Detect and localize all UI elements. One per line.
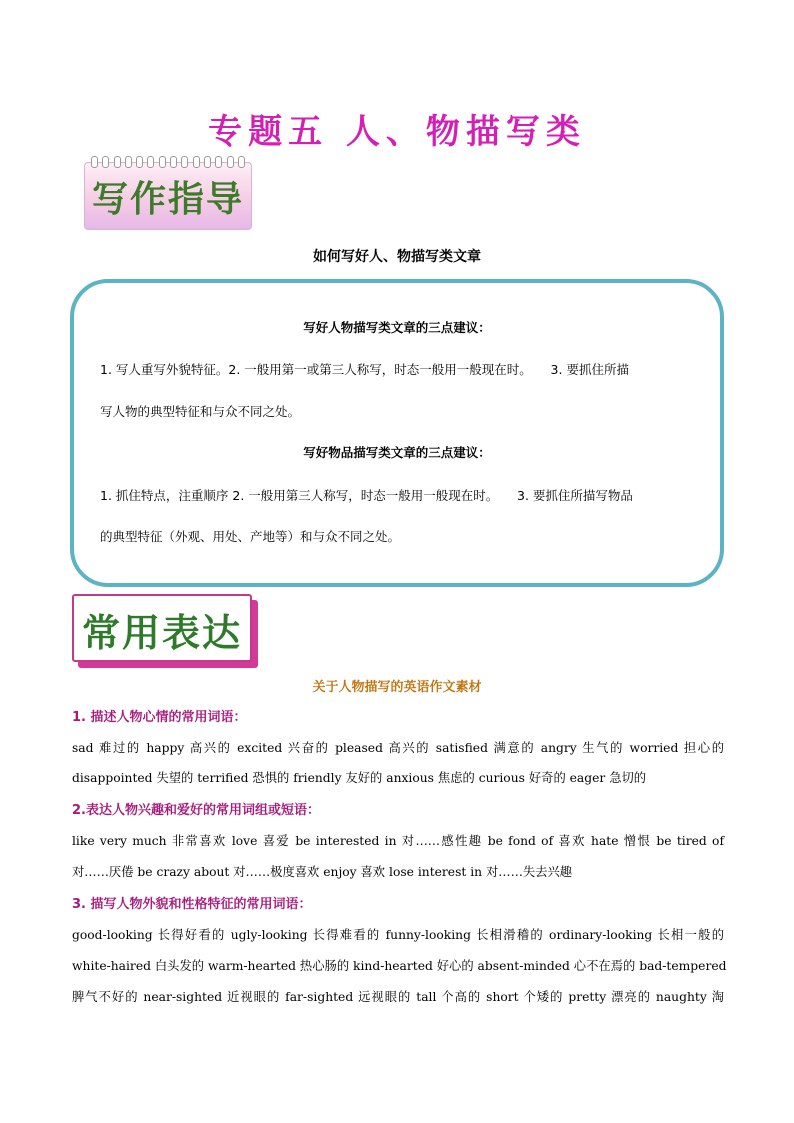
- object-advice-heading: 写好物品描写类文章的三点建议：: [303, 445, 491, 460]
- object-advice-line: 1. 抓住特点，注重顺序 2. 一般用第三人称写，时态一般用一般现在时。 3. 要抓住所描写物品: [100, 488, 633, 503]
- section-heading: 3. 描写人物外貌和性格特征的常用词语：: [72, 897, 312, 912]
- page-title: 专题五 人、物描写类: [208, 112, 586, 152]
- section-heading: 2.表达人物兴趣和爱好的常用词组或短语：: [72, 803, 320, 818]
- how-to-heading: 如何写好人、物描写类文章: [313, 249, 481, 265]
- section-heading: 1. 描述人物心情的常用词语：: [72, 710, 247, 725]
- person-advice-line: 写人物的典型特征和与众不同之处。: [100, 404, 301, 419]
- vocab-line: 对……厌倦 be crazy about 对……极度喜欢 enjoy 喜欢 lose interest in 对……失去兴趣: [72, 865, 573, 879]
- vocab-line: good-looking 长得好看的 ugly-looking 长得难看的 funny-looking 长相滑稽的 ordinary-looking 长相一般的: [72, 928, 724, 942]
- writing-guide-banner-text: 写作指导: [91, 178, 244, 220]
- materials-heading: 关于人物描写的英语作文素材: [312, 680, 482, 695]
- vocab-line: like very much 非常喜欢 love 喜爱 be interested in 对……感性趣 be fond of 喜欢 hate 憎恨 be tired of: [72, 834, 724, 848]
- writing-guide-banner: [84, 162, 252, 230]
- person-advice-heading: 写好人物描写类文章的三点建议：: [303, 320, 491, 335]
- person-advice-line: 1. 写人重写外貌特征。2. 一般用第一或第三人称写，时态一般用一般现在时。 3. 要抓住所描: [100, 362, 629, 377]
- vocab-line: white-haired 白头发的 warm-hearted 热心肠的 kind-hearted 好心的 absent-minded 心不在焉的 bad-tempered: [72, 959, 727, 973]
- notebook-rings-icon: [91, 156, 245, 166]
- object-advice-line: 的典型特征（外观、用处、产地等）和与众不同之处。: [100, 529, 401, 544]
- common-expressions-banner: [72, 594, 252, 662]
- vocab-line: disappointed 失望的 terrified 恐惧的 friendly 友好的 anxious 焦虑的 curious 好奇的 eager 急切的: [72, 771, 647, 785]
- common-expressions-banner-text: 常用表达: [81, 610, 242, 655]
- vocab-line: sad 难过的 happy 高兴的 excited 兴奋的 pleased 高兴的 satisfied 满意的 angry 生气的 worried 担心的: [72, 741, 724, 755]
- vocab-line: 脾气不好的 near-sighted 近视眼的 far-sighted 远视眼的 tall 个高的 short 个矮的 pretty 漂亮的 naughty 淘: [72, 990, 724, 1004]
